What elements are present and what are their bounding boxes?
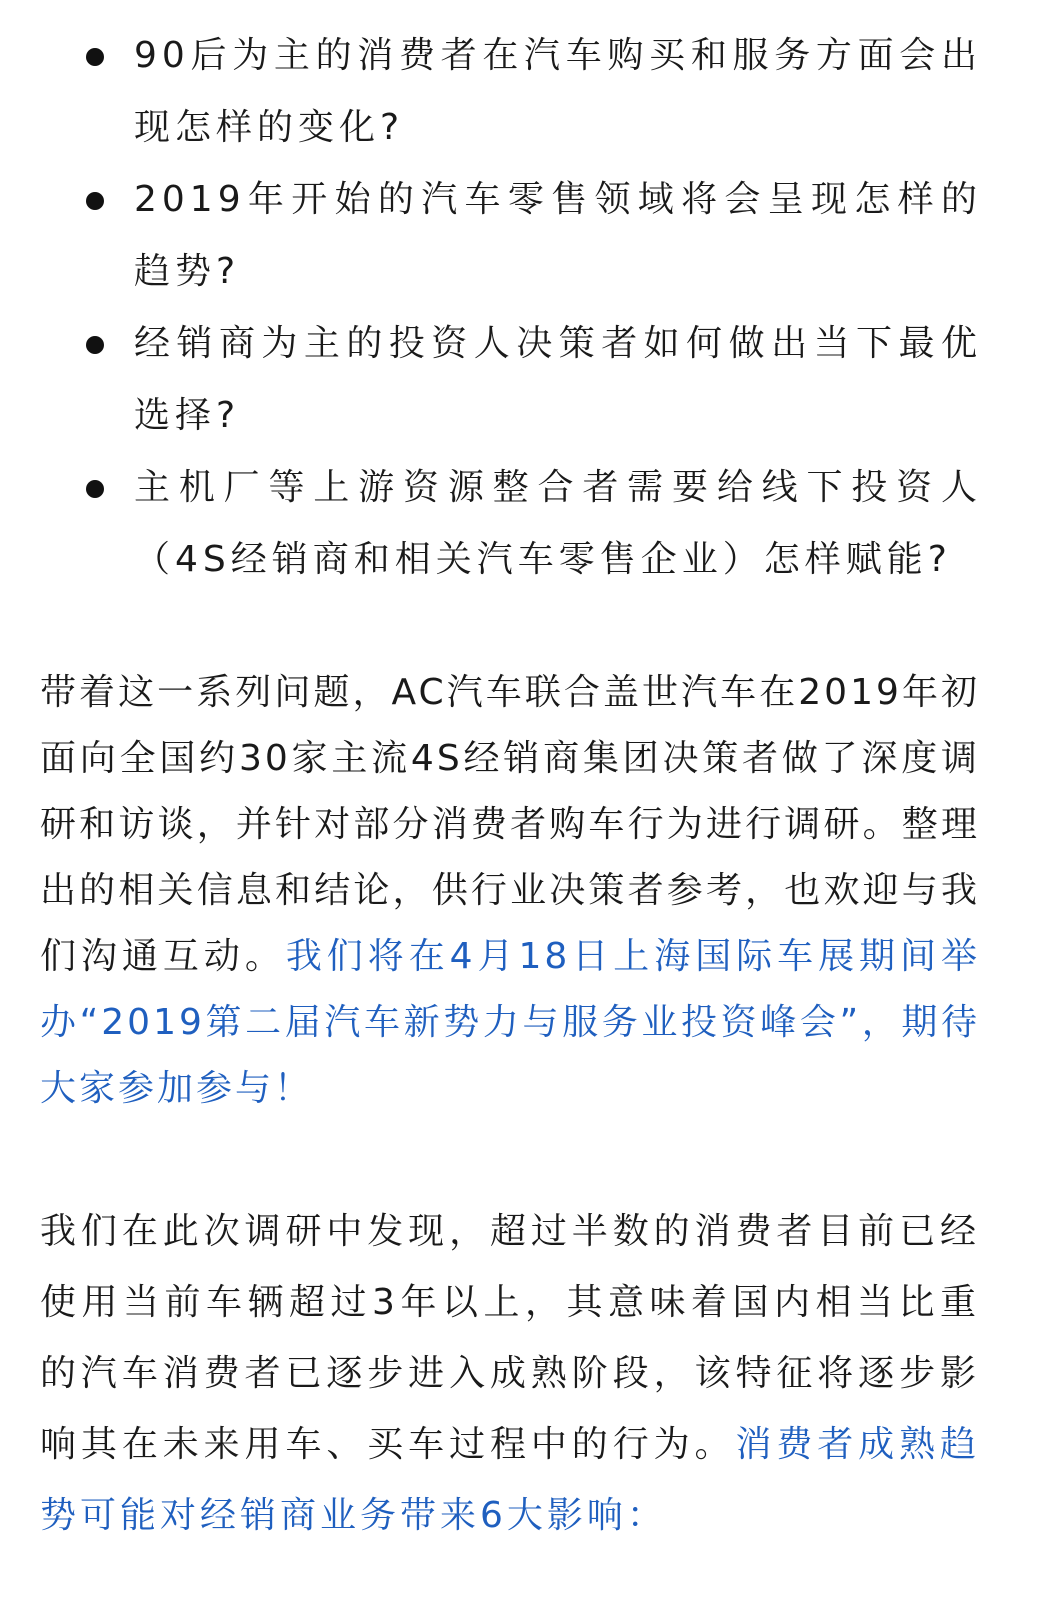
- event-link[interactable]: 我们将在4月18日上海国际车展期间举办“2019第二届汽车新势力与服务业投资峰会”，期待大家参加参与！: [40, 936, 980, 1109]
- findings-text: 我们在此次调研中发现，超过半数的消费者目前已经使用当前车辆超过3年以上，其意味着国内相当比重的汽车消费者已逐步进入成熟阶段，该特征将逐步影响其在未来用车、买车过程中的行为。: [40, 1211, 980, 1465]
- question-item: [0, 452, 1042, 596]
- question-text: 90后为主的消费者在汽车购买和服务方面会出现怎样的变化?: [134, 35, 982, 148]
- bullet-dot-icon: [86, 192, 104, 210]
- impact-link[interactable]: 消费者成熟趋势可能对经销商业务带来6大影响：: [40, 1424, 980, 1536]
- question-text: 主机厂等上游资源整合者需要给线下投资人（4S经销商和相关汽车零售企业）怎样赋能?: [134, 467, 982, 580]
- question-list: [0, 20, 1042, 596]
- question-text: 经销商为主的投资人决策者如何做出当下最优选择?: [134, 323, 982, 436]
- intro-paragraph: [40, 660, 980, 1122]
- question-item: [0, 308, 1042, 452]
- bullet-dot-icon: [86, 336, 104, 354]
- question-item: [0, 164, 1042, 308]
- question-text: 2019年开始的汽车零售领域将会呈现怎样的趋势?: [134, 179, 982, 292]
- findings-paragraph: [40, 1196, 980, 1551]
- intro-text: 带着这一系列问题，AC汽车联合盖世汽车在2019年初面向全国约30家主流4S经销商集团决策者做了深度调研和访谈，并针对部分消费者购车行为进行调研。整理出的相关信息和结论，供行业决策者参考，也欢迎与我们沟通互动。: [40, 672, 980, 977]
- bullet-dot-icon: [86, 480, 104, 498]
- bullet-dot-icon: [86, 48, 104, 66]
- question-item: [0, 20, 1042, 164]
